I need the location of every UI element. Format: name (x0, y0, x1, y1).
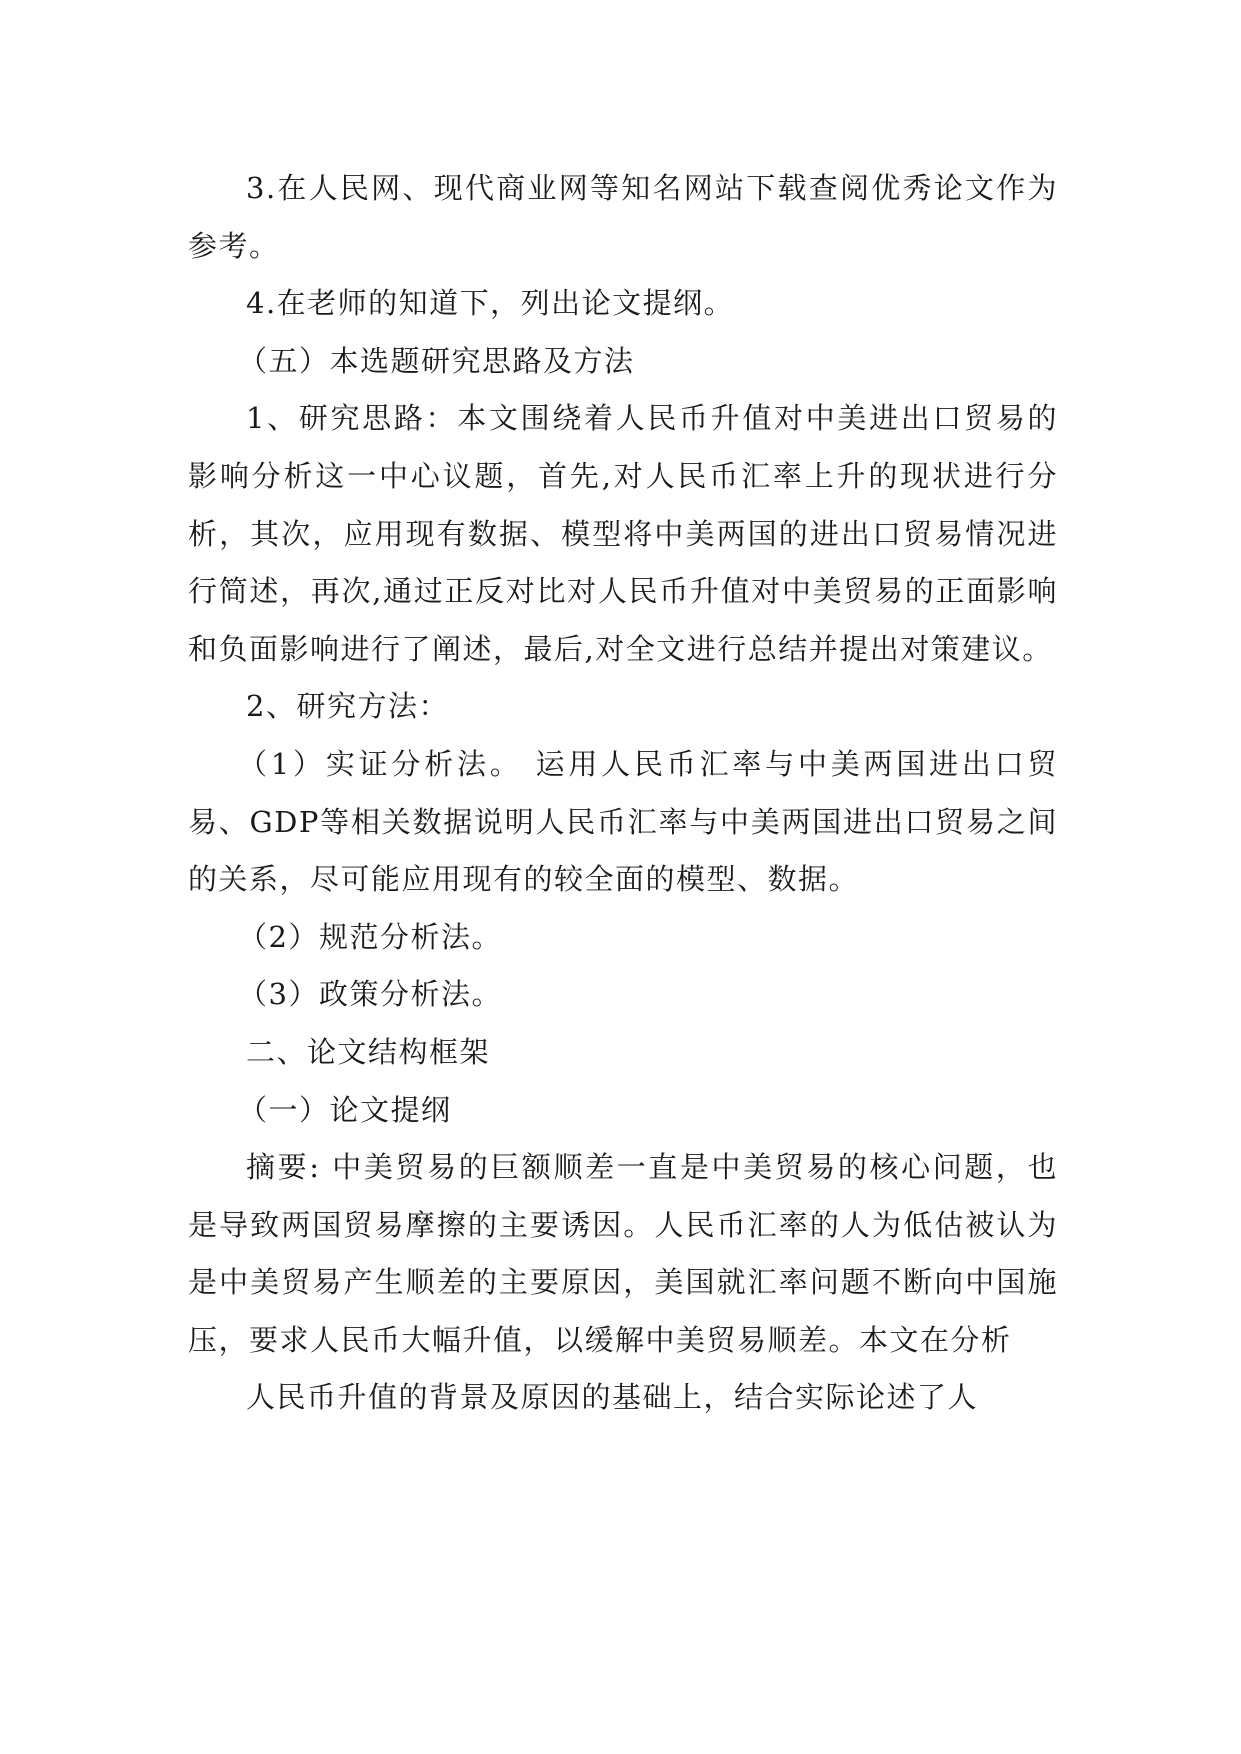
paragraph-research-idea: 1、研究思路：本文围绕着人民币升值对中美进出口贸易的影响分析这一中心议题，首先,对人民币汇率上升的现状进行分析，其次，应用现有数据、模型将中美两国的进出口贸易情况进行简述，再次,通过正反对比对人民币升值对中美贸易的正面影响和负面影响进行了阐述，最后,对全文进行总结并提出对策建议。 (188, 401, 1058, 666)
paragraph-reference-download: 3.在人民网、现代商业网等知名网站下载查阅优秀论文作为参考。 (188, 171, 1058, 263)
document-body (188, 160, 1058, 1427)
paragraph-method-empirical: （1）实证分析法。 运用人民币汇率与中美两国进出口贸易、GDP等相关数据说明人民币汇率与中美两国进出口贸易之间的关系，尽可能应用现有的较全面的模型、数据。 (188, 746, 1058, 897)
paragraph-abstract-continued: 人民币升值的背景及原因的基础上，结合实际论述了人 (246, 1380, 979, 1415)
paragraph-abstract: 摘要: 中美贸易的巨额顺差一直是中美贸易的核心问题，也是导致两国贸易摩擦的主要诱因。人民币汇率的人为低估被认为是中美贸易产生顺差的主要原因，美国就汇率问题不断向中国施压，要求人民币大幅升值，以缓解中美贸易顺差。本文在分析 (188, 1150, 1058, 1357)
paragraph-method-normative: （2）规范分析法。 (238, 919, 502, 954)
paragraph-research-methods-heading: 2、研究方法： (246, 689, 449, 724)
section-heading-research-approach: （五）本选题研究思路及方法 (238, 343, 635, 378)
section-heading-thesis-outline: （一）论文提纲 (238, 1092, 452, 1127)
paragraph-method-policy: （3）政策分析法。 (238, 977, 502, 1012)
section-heading-thesis-structure: 二、论文结构框架 (246, 1034, 491, 1069)
paragraph-outline-step: 4.在老师的知道下，列出论文提纲。 (246, 286, 735, 321)
